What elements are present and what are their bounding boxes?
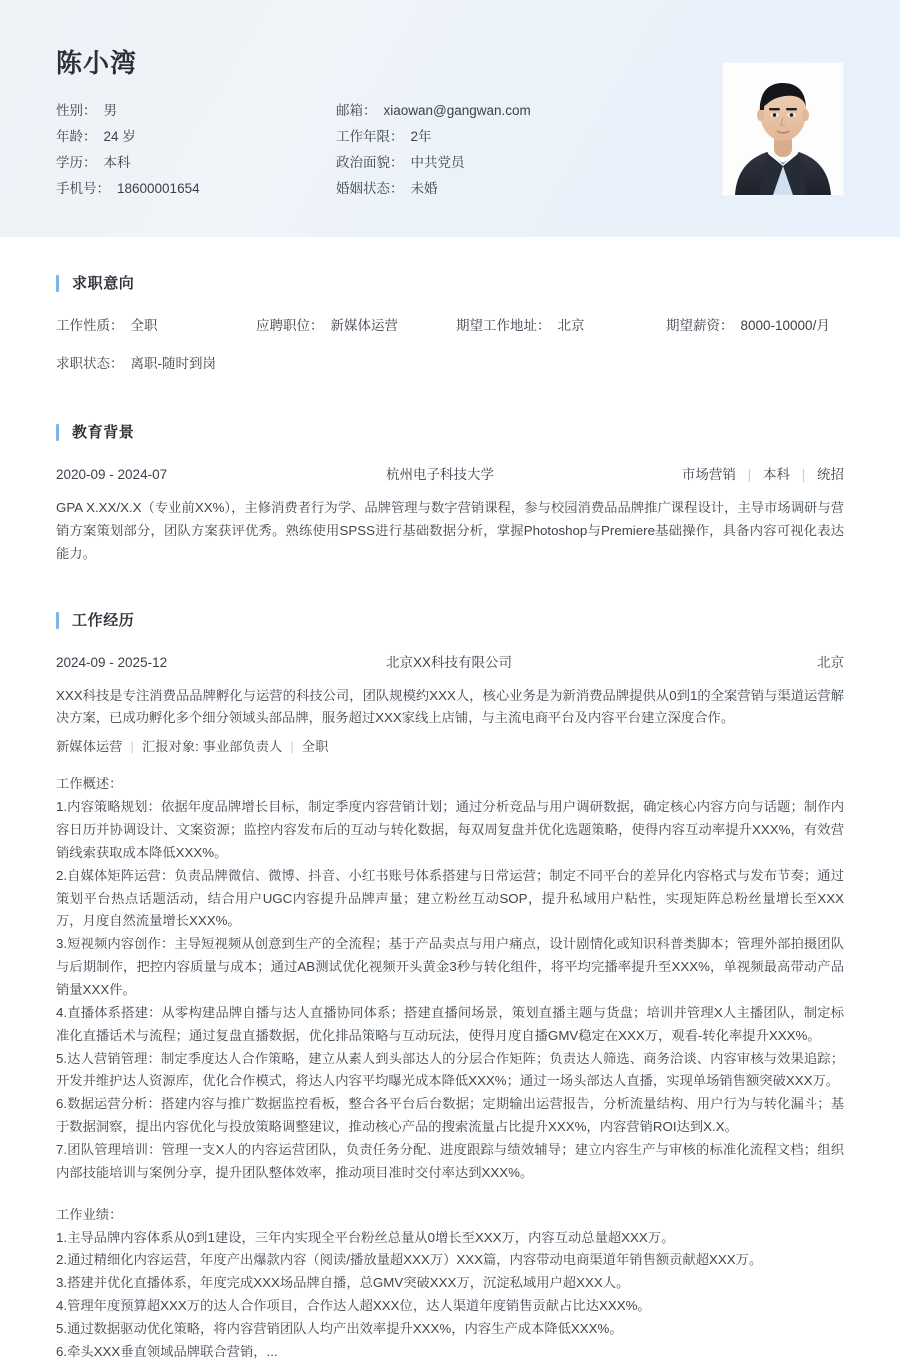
work-overview-block xyxy=(56,773,844,1184)
section-job-intention-title: 求职意向 xyxy=(72,275,135,292)
work-achievements-block xyxy=(56,1204,844,1364)
info-political-status-label: 政治面貌： xyxy=(336,155,404,171)
education-date-range: 2020-09 - 2024-07 xyxy=(56,467,168,482)
section-job-intention-head xyxy=(56,275,844,292)
work-role-tagline xyxy=(56,736,844,755)
work-achievement-item: 4.管理年度预算超XXX万的达人合作项目，合作达人超XXX位，达人渠道年度销售贡献占比达XXX%。 xyxy=(56,1298,651,1314)
work-report-to: 汇报对象: 事业部负责人 xyxy=(141,739,283,755)
basic-info-grid xyxy=(56,99,722,203)
info-experience-years-value: 2年 xyxy=(410,129,432,145)
section-work-experience xyxy=(56,578,844,1364)
info-age-label: 年龄： xyxy=(56,129,97,145)
goal-location xyxy=(456,314,666,334)
goal-position xyxy=(256,314,456,334)
meta-separator: | xyxy=(747,467,752,482)
work-overview-item: 5.达人营销管理：制定季度达人合作策略，建立从素人到头部达人的分层合作矩阵；负责达人筛选、商务洽谈、内容审核与效果追踪；开发并维护达人资源库，优化合作模式，将达人内容平均曝光成本降低XXX%；通过一场头部达人直播，实现单场销售额突破XXX万。 xyxy=(56,1050,844,1089)
work-employment-type: 全职 xyxy=(301,739,329,755)
meta-separator: | xyxy=(801,467,806,482)
meta-separator: | xyxy=(130,739,134,755)
resume-body xyxy=(0,237,900,1364)
work-overview-title: 工作概述： xyxy=(56,776,123,792)
work-company-name: 北京XX科技有限公司 xyxy=(386,654,513,670)
info-email-value: xiaowan@gangwan.com xyxy=(383,103,531,119)
section-education-title: 教育背景 xyxy=(72,424,135,441)
work-achievement-item: 3.搭建并优化直播体系，年度完成XXX场品牌自播，总GMV突破XXX万，沉淀私域用户超XXX人。 xyxy=(56,1275,630,1291)
section-education-head xyxy=(56,424,844,441)
work-achievement-item: 1.主导品牌内容体系从0到1建设，三年内实现全平台粉丝总量从0增长至XXX万，内容互动总量超XXX万。 xyxy=(56,1229,675,1245)
goal-job-type-label: 工作性质： xyxy=(56,318,124,333)
info-age xyxy=(56,125,336,151)
info-age-value: 24 岁 xyxy=(103,129,136,145)
info-email-label: 邮箱： xyxy=(336,103,377,119)
info-political-status-value: 中共党员 xyxy=(410,155,465,171)
education-description: GPA X.XX/X.X（专业前XX%），主修消费者行为学、品牌管理与数字营销课程，参与校园消费品品牌推广课程设计，主导市场调研与营销方案策划部分，团队方案获评优秀。熟练使用SPSS进行基础数据分析，掌握Photoshop与Premiere基础操作，具备内容可视化表达能力。 xyxy=(56,500,844,561)
work-location: 北京 xyxy=(817,654,844,670)
work-role-title: 新媒体运营 xyxy=(56,739,123,755)
work-overview-item: 3.短视频内容创作：主导短视频从创意到生产的全流程；基于产品卖点与用户痛点，设计剧情化或知识科普类脚本；管理外部拍摄团队与后期制作，把控内容质量与成本；通过AB测试优化视频开头黄金3秒与转化组件，将平均完播率提升至XXX%，单视频最高带动产品销量XXX件。 xyxy=(56,936,844,998)
work-overview-item: 7.团队管理培训：管理一支X人的内容运营团队，负责任务分配、进度跟踪与绩效辅导；建立内容生产与审核的标准化流程文档；组织内部技能培训与案例分享，提升团队整体效率，推动项目准时交付率达到XXX%。 xyxy=(56,1142,844,1180)
work-entry-header xyxy=(56,651,844,671)
accent-bar-icon xyxy=(56,612,59,629)
work-achievement-item: 2.通过精细化内容运营，年度产出爆款内容（阅读/播放量超XXX万）XXX篇，内容带动电商渠道年销售额贡献超XXX万。 xyxy=(56,1252,763,1268)
education-entry-header xyxy=(56,463,844,483)
block-spacer xyxy=(56,1185,844,1204)
info-gender xyxy=(56,99,336,125)
info-education-level-value: 本科 xyxy=(103,155,131,171)
goal-position-label: 应聘职位： xyxy=(256,318,324,333)
goal-status-value: 离职-随时到岗 xyxy=(130,356,216,371)
info-education-level-label: 学历： xyxy=(56,155,97,171)
info-experience-years-label: 工作年限： xyxy=(336,129,404,145)
info-experience-years xyxy=(336,125,722,151)
job-intention-row-2 xyxy=(56,352,844,372)
work-achievement-item: 6.牵头XXX垂直领域品牌联合营销，... xyxy=(56,1343,278,1359)
section-education xyxy=(56,390,844,566)
work-achievements-title: 工作业绩： xyxy=(56,1206,123,1222)
info-phone-label: 手机号： xyxy=(56,181,110,197)
accent-bar-icon xyxy=(56,275,59,292)
profile-photo xyxy=(722,62,844,196)
section-job-intention xyxy=(56,237,844,372)
goal-status xyxy=(56,352,256,372)
candidate-name: 陈小湾 xyxy=(56,48,138,78)
goal-salary xyxy=(666,314,830,334)
education-meta xyxy=(682,463,844,483)
resume-header xyxy=(0,0,900,237)
goal-position-value: 新媒体运营 xyxy=(330,318,398,333)
info-gender-label: 性别： xyxy=(56,103,97,119)
info-gender-value: 男 xyxy=(103,103,117,119)
work-overview-item: 2.自媒体矩阵运营：负责品牌微信、微博、抖音、小红书账号体系搭建与日常运营；制定不同平台的差异化内容格式与发布节奏；通过策划平台热点话题活动，结合用户UGC内容提升品牌声量；建立粉丝互动SOP，提升私域用户粘性，实现矩阵总粉丝量增长至XXX万，月度自然流量增长XXX%。 xyxy=(56,867,844,929)
info-phone-value: 18600001654 xyxy=(117,181,200,197)
info-marital-status-value: 未婚 xyxy=(410,181,438,197)
section-work-experience-title: 工作经历 xyxy=(72,611,135,629)
info-phone xyxy=(56,177,336,203)
goal-location-value: 北京 xyxy=(557,318,585,333)
education-degree: 本科 xyxy=(762,467,790,482)
info-marital-status xyxy=(336,177,722,203)
work-overview-item: 1.内容策略规划：依据年度品牌增长目标，制定季度内容营销计划；通过分析竞品与用户调研数据，确定核心内容方向与话题；制作内容日历并协调设计、文案资源；监控内容发布后的互动与转化数据，每双周复盘并优化选题策略，使得内容互动率提升XXX%，有效营销线索获取成本降低XXX%。 xyxy=(56,799,844,860)
work-overview-item: 4.直播体系搭建：从零构建品牌自播与达人直播协同体系；搭建直播间场景，策划直播主题与货盘；培训并管理X人主播团队，制定标准化直播话术与流程；通过复盘直播数据，优化排品策略与互动玩法，使得月度自播GMV稳定在XXX万，观看-转化率提升XXX%。 xyxy=(56,1004,844,1043)
header-info-block xyxy=(56,48,722,203)
work-date-range: 2024-09 - 2025-12 xyxy=(56,654,168,670)
accent-bar-icon xyxy=(56,424,59,441)
work-achievement-item: 5.通过数据驱动优化策略，将内容营销团队人均产出效率提升XXX%，内容生产成本降低XXX%。 xyxy=(56,1321,623,1337)
info-marital-status-label: 婚姻状态： xyxy=(336,181,404,197)
work-company-intro: XXX科技是专注消费品品牌孵化与运营的科技公司，团队规模约XXX人，核心业务是为新消费品牌提供从0到1的全案营销与渠道运营解决方案，已成功孵化多个细分领域头部品牌，服务超过XXX家线上店铺，与主流电商平台及内容平台建立深度合作。 xyxy=(56,687,844,726)
goal-job-type-value: 全职 xyxy=(130,318,158,333)
meta-separator: | xyxy=(290,739,294,755)
info-political-status xyxy=(336,151,722,177)
work-overview-item: 6.数据运营分析：搭建内容与推广数据监控看板，整合各平台后台数据；定期输出运营报告，分析流量结构、用户行为与转化漏斗；基于数据洞察，提出内容优化与投放策略调整建议，推动核心产品的搜索流量占比提升XXX%，内容营销ROI达到X.X。 xyxy=(56,1096,844,1135)
education-admission-type: 统招 xyxy=(817,467,844,482)
education-major: 市场营销 xyxy=(681,467,736,482)
info-education-level xyxy=(56,151,336,177)
goal-status-label: 求职状态： xyxy=(56,356,124,371)
goal-job-type xyxy=(56,314,256,334)
education-school-name: 杭州电子科技大学 xyxy=(386,467,494,482)
info-email xyxy=(336,99,722,125)
section-work-experience-head xyxy=(56,612,844,629)
profile-photo-illustration xyxy=(723,63,843,195)
job-intention-row-1 xyxy=(56,314,844,334)
goal-location-label: 期望工作地址： xyxy=(456,318,551,333)
goal-salary-label: 期望薪资： xyxy=(666,318,734,333)
goal-salary-value: 8000-10000/月 xyxy=(740,318,830,333)
